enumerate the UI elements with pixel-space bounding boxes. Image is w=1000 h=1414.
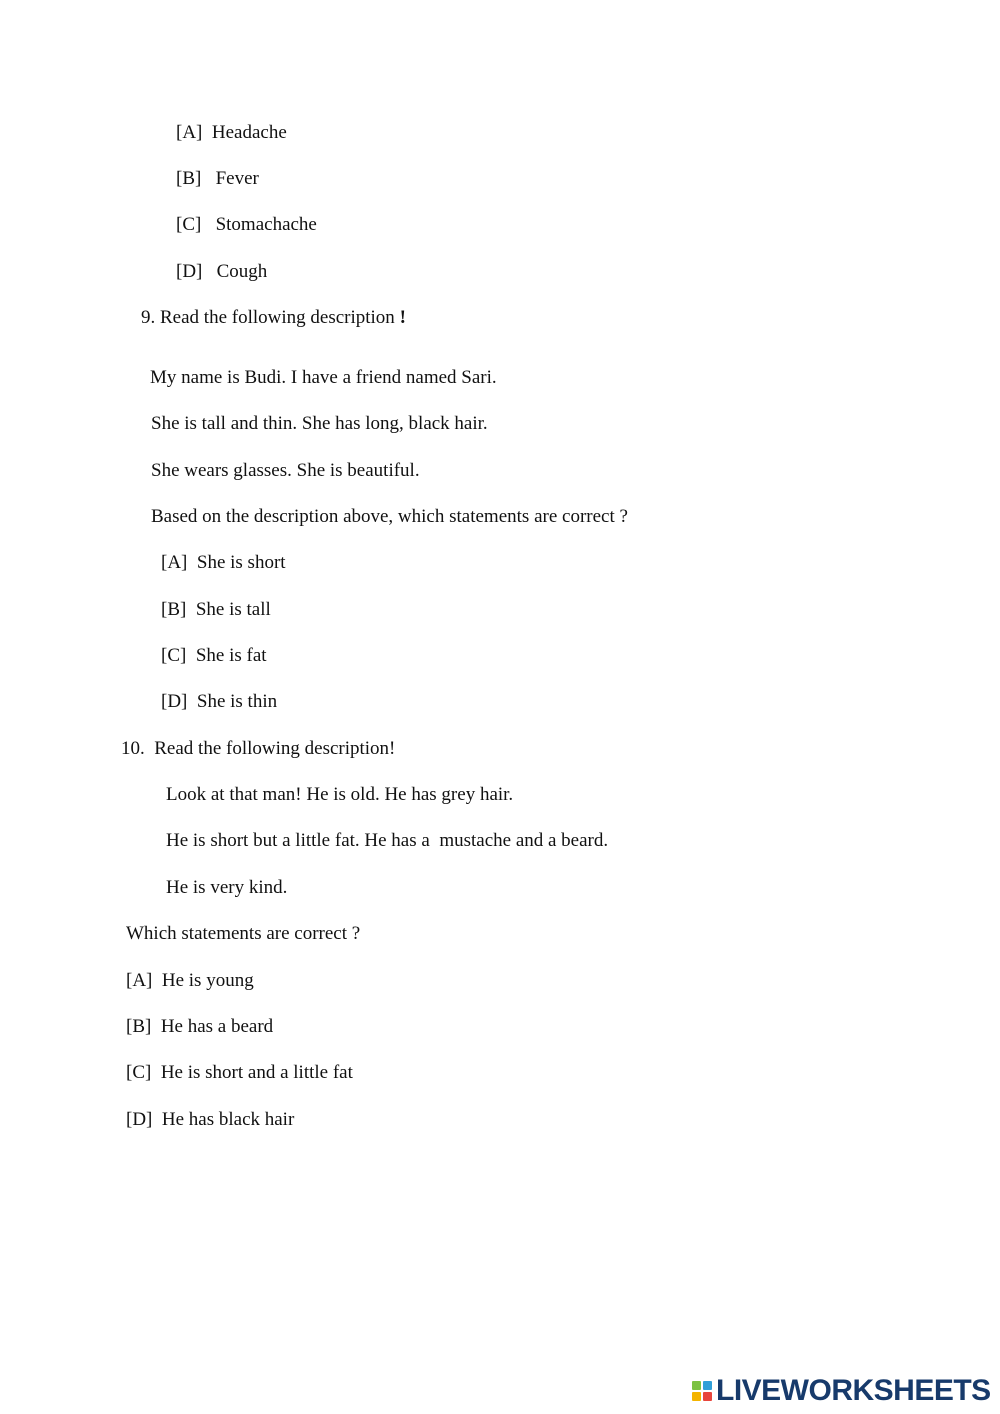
q9-passage-line-2: She is tall and thin. She has long, black hair.: [151, 413, 488, 434]
q9-option-d: [D] She is thin: [161, 691, 278, 712]
q8-option-c: [C] Stomachache: [176, 214, 317, 235]
logo-text: LIVEWORKSHEETS: [716, 1374, 991, 1407]
q10-option-b: [B] He has a beard: [126, 1016, 274, 1037]
q9-option-c: [C] She is fat: [161, 645, 267, 666]
q9-passage-line-1: My name is Budi. I have a friend named Sari.: [150, 367, 497, 388]
q10-passage-line-3: He is very kind.: [166, 877, 288, 898]
logo-square-3: [692, 1392, 701, 1401]
q10-passage-line-1: Look at that man! He is old. He has grey hair.: [166, 784, 514, 805]
q8-option-a: [A] Headache: [176, 122, 287, 143]
q10-option-d: [D] He has black hair: [126, 1109, 295, 1130]
q10-prompt: 10. Read the following description!: [121, 738, 396, 759]
q8-option-d: [D] Cough: [176, 261, 268, 282]
q9-prompt-text: 9. Read the following description: [141, 307, 400, 328]
q9-prompt: [141, 306, 406, 330]
q9-option-a: [A] She is short: [161, 552, 286, 573]
liveworksheets-logo: [692, 1376, 991, 1406]
q9-question: Based on the description above, which statements are correct ?: [151, 506, 628, 527]
q10-question: Which statements are correct ?: [126, 923, 361, 944]
q10-option-a: [A] He is young: [126, 970, 254, 991]
q9-option-b: [B] She is tall: [161, 599, 271, 620]
logo-square-1: [692, 1381, 701, 1390]
q9-passage-line-3: She wears glasses. She is beautiful.: [151, 460, 420, 481]
logo-square-2: [703, 1381, 712, 1390]
q9-prompt-end: !: [399, 307, 406, 328]
q10-passage-line-2: He is short but a little fat. He has a mustache and a beard.: [166, 830, 609, 851]
q10-option-c: [C] He is short and a little fat: [126, 1062, 353, 1083]
logo-square-4: [703, 1392, 712, 1401]
liveworksheets-logo-icon: [692, 1381, 712, 1401]
q8-option-b: [B] Fever: [176, 168, 259, 189]
